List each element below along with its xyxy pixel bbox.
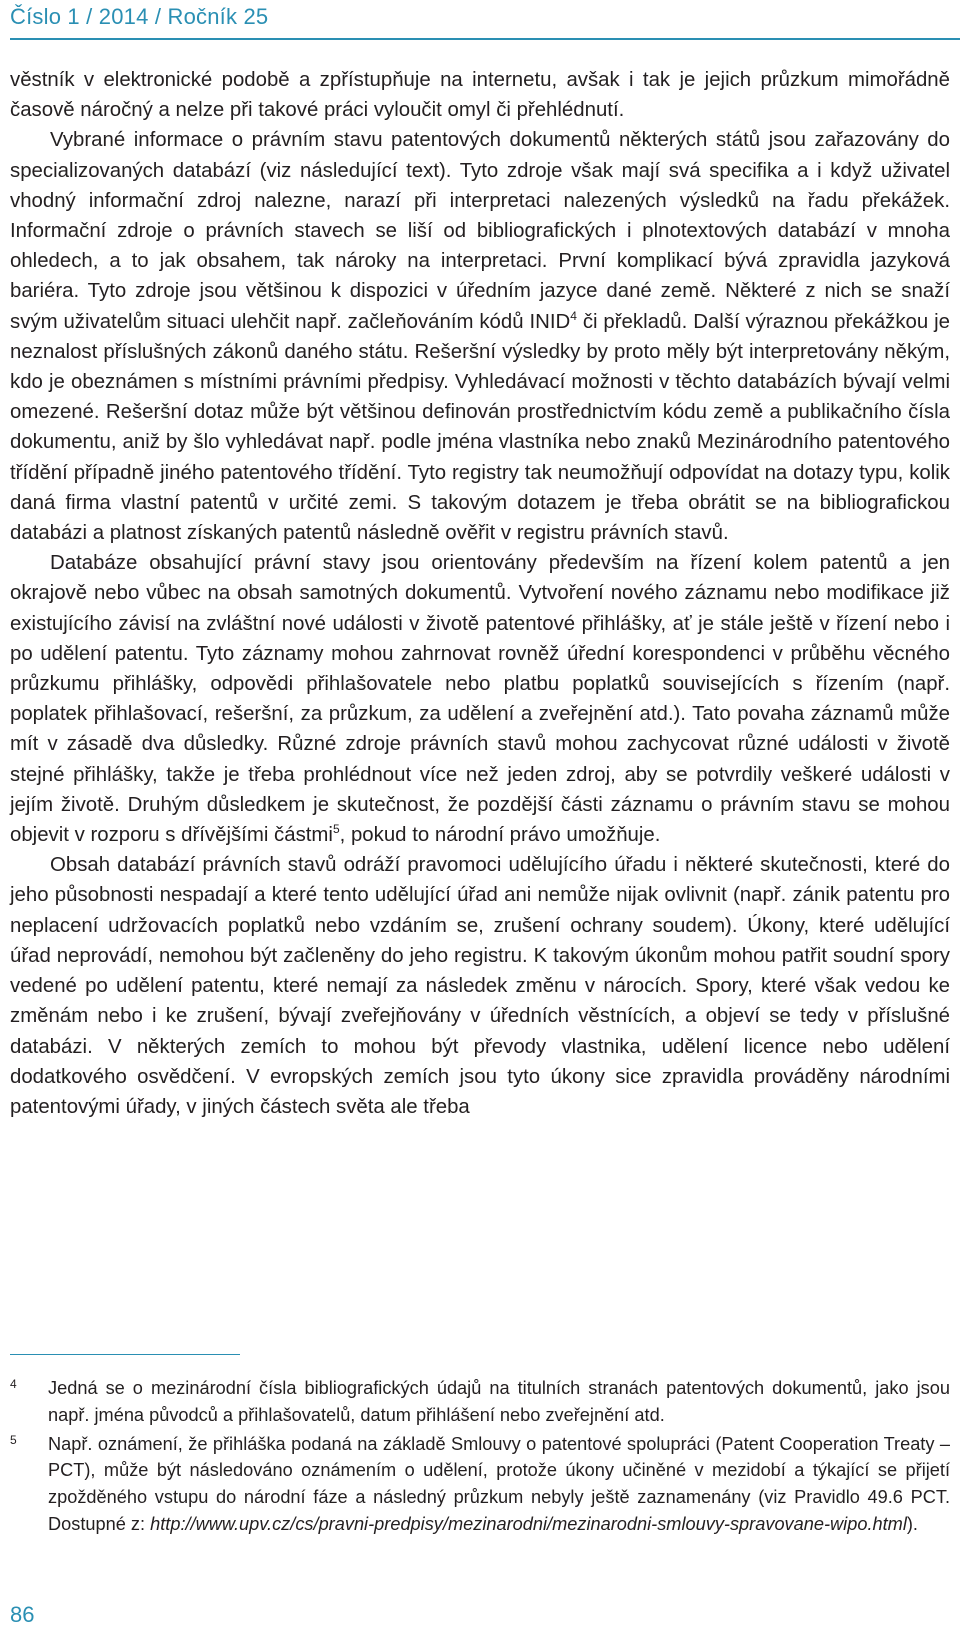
footnote-4 [10,1375,950,1429]
paragraph-2 [10,125,950,548]
running-header: Číslo 1 / 2014 / Ročník 25 [10,4,269,29]
paragraph-2-text-b: či překladů. Další výraznou překážkou je neznalost příslušných zákonů daného státu. Rešeršní výsledky by proto měly být interpretovány někým, kdo je obeznámen s místními právními předpisy. Vyhledávací možnosti v těchto databázích bývají velmi omezené. Rešeršní dotaz může být většinou definován prostřednictvím kódu země a publikačního čísla dokumentu, aniž by šlo vyhledávat např. podle jména vlastníka nebo znaků Mezinárodního patentového třídění případně jiného patentového třídění. Tyto registry tak neumožňují odpovídat na dotazy typu, kolik daná firma vlastní patentů v určité zemi. S takovým dotazem je třeba obrátit se na bibliografickou databázi a platnost získaných patentů následně ověřit v registru právních stavů. [10,310,950,545]
paragraph-3-text-b: , pokud to národní právo umožňuje. [339,824,661,847]
footnote-number: 5 [10,1432,17,1447]
header-divider [10,38,960,40]
footnote-text: Např. oznámení, že přihláška podaná na základě Smlouvy o patentové spolupráci (Patent Cooperation Treaty – PCT), může být následováno oznámením o udělení, protože úkony učiněné v mezidobí a týkající se přijetí zpožděného vstupu do národní fáze a následný průzkum nebyly ještě zaznamenány (viz Pravidlo 49.6 PCT. Dostupné z: [48,1433,950,1534]
paragraph-3-text-a: Databáze obsahující právní stavy jsou orientovány především na řízení kolem patentů a jen okrajově nebo vůbec na obsah samotných dokumentů. Vytvoření nového záznamu nebo modifikace již existujícího závisí na zvláštní nové události v životě patentové přihlášky, ať je stále ještě v řízení nebo i po udělení patentu. Tyto záznamy mohou zahrnovat rovněž úřední korespondenci v průběhu věcného průzkumu přihlášky, odpovědi přihlašovatele nebo platbu poplatků souvisejících s řízením (např. poplatek přihlašovací, rešeršní, za průzkum, za udělení a zveřejnění atd.). Tato povaha záznamů může mít v zásadě dva důsledky. Různé zdroje právních stavů mohou zachycovat různé události v životě stejné přihlášky, takže je třeba prohlédnout více než jeden zdroj, aby se potvrdily veškeré události v jejím životě. Druhým důsledkem je skutečnost, že pozdější části záznamu o právním stavu se mohou objevit v rozporu s dřívějšími částmi [10,552,950,847]
article-body [10,65,950,1122]
paragraph-3 [10,548,950,850]
footnote-ref-4[interactable]: 4 [570,308,577,323]
footnote-divider [10,1354,240,1355]
footnote-number: 4 [10,1377,17,1391]
paragraph-2-text-a: Vybrané informace o právním stavu patentových dokumentů některých států jsou zařazovány do specializovaných databází (viz následující text). Tyto zdroje však mají svá specifika a i když uživatel vhodný informační zdroj nalezne, narazí při interpretaci nalezených výsledků na řadu překážek. Informační zdroje o právních stavech se liší od bibliografických i plnotextových databází v mnoha ohledech, a to jak obsahem, tak nároky na interpretaci. První komplikací bývá zpravidla jazyková bariéra. Tyto zdroje jsou většinou k dispozici v úředním jazyce dané země. Některé z nich se snaží svým uživatelům situaci ulehčit např. začleňováním kódů INID [10,129,950,333]
footnote-5 [10,1431,950,1538]
paragraph-1-text: věstník v elektronické podobě a zpřístupňuje na internetu, avšak i tak je jejich průzkum mimořádně časově náročný a nelze při takové práci vyloučit omyl či přehlédnutí. [10,69,950,122]
footnote-tail: ). [906,1513,918,1534]
page-number: 86 [10,1602,35,1627]
footnote-text: Jedná se o mezinárodní čísla bibliografických údajů na titulních stranách patentových dokumentů, jako jsou např. jména původců a přihlašovatelů, datum přihlášení nebo zveřejnění atd. [48,1378,950,1425]
paragraph-4 [10,850,950,1122]
footnote-ref-5[interactable]: 5 [332,822,340,837]
paragraph-1 [10,65,950,125]
footnotes [10,1375,950,1540]
footnote-link[interactable]: http://www.upv.cz/cs/pravni-predpisy/mezinarodni/mezinarodni-smlouvy-spravovane-wipo.html [150,1513,907,1534]
paragraph-4-text: Obsah databází právních stavů odráží pravomoci udělujícího úřadu i některé skutečnosti, které do jeho působnosti nespadají a které tento udělující úřad ani nemůže nijak ovlivnit (např. zánik patentu pro neplacení udržovacích poplatků nebo vzdáním se, zrušení ochrany soudem). Úkony, které udělující úřad neprovádí, nemohou být začleněny do jeho registru. K takovým úkonům mohou patřit soudní spory vedené po udělení patentu, které nemají za následek změnu v nárocích. Spory, které však vedou ke změnám nebo i ke zrušení, bývají zveřejňovány v úředních věstnících, a objeví se tedy v příslušné databázi. V některých zemích to mohou být převody vlastnika, udělení licence nebo udělení dodatkového osvědčení. V evropských zemích jsou tyto úkony sice zpravidla prováděny národními patentovými úřady, v jiných částech světa ale třeba [10,854,950,1118]
